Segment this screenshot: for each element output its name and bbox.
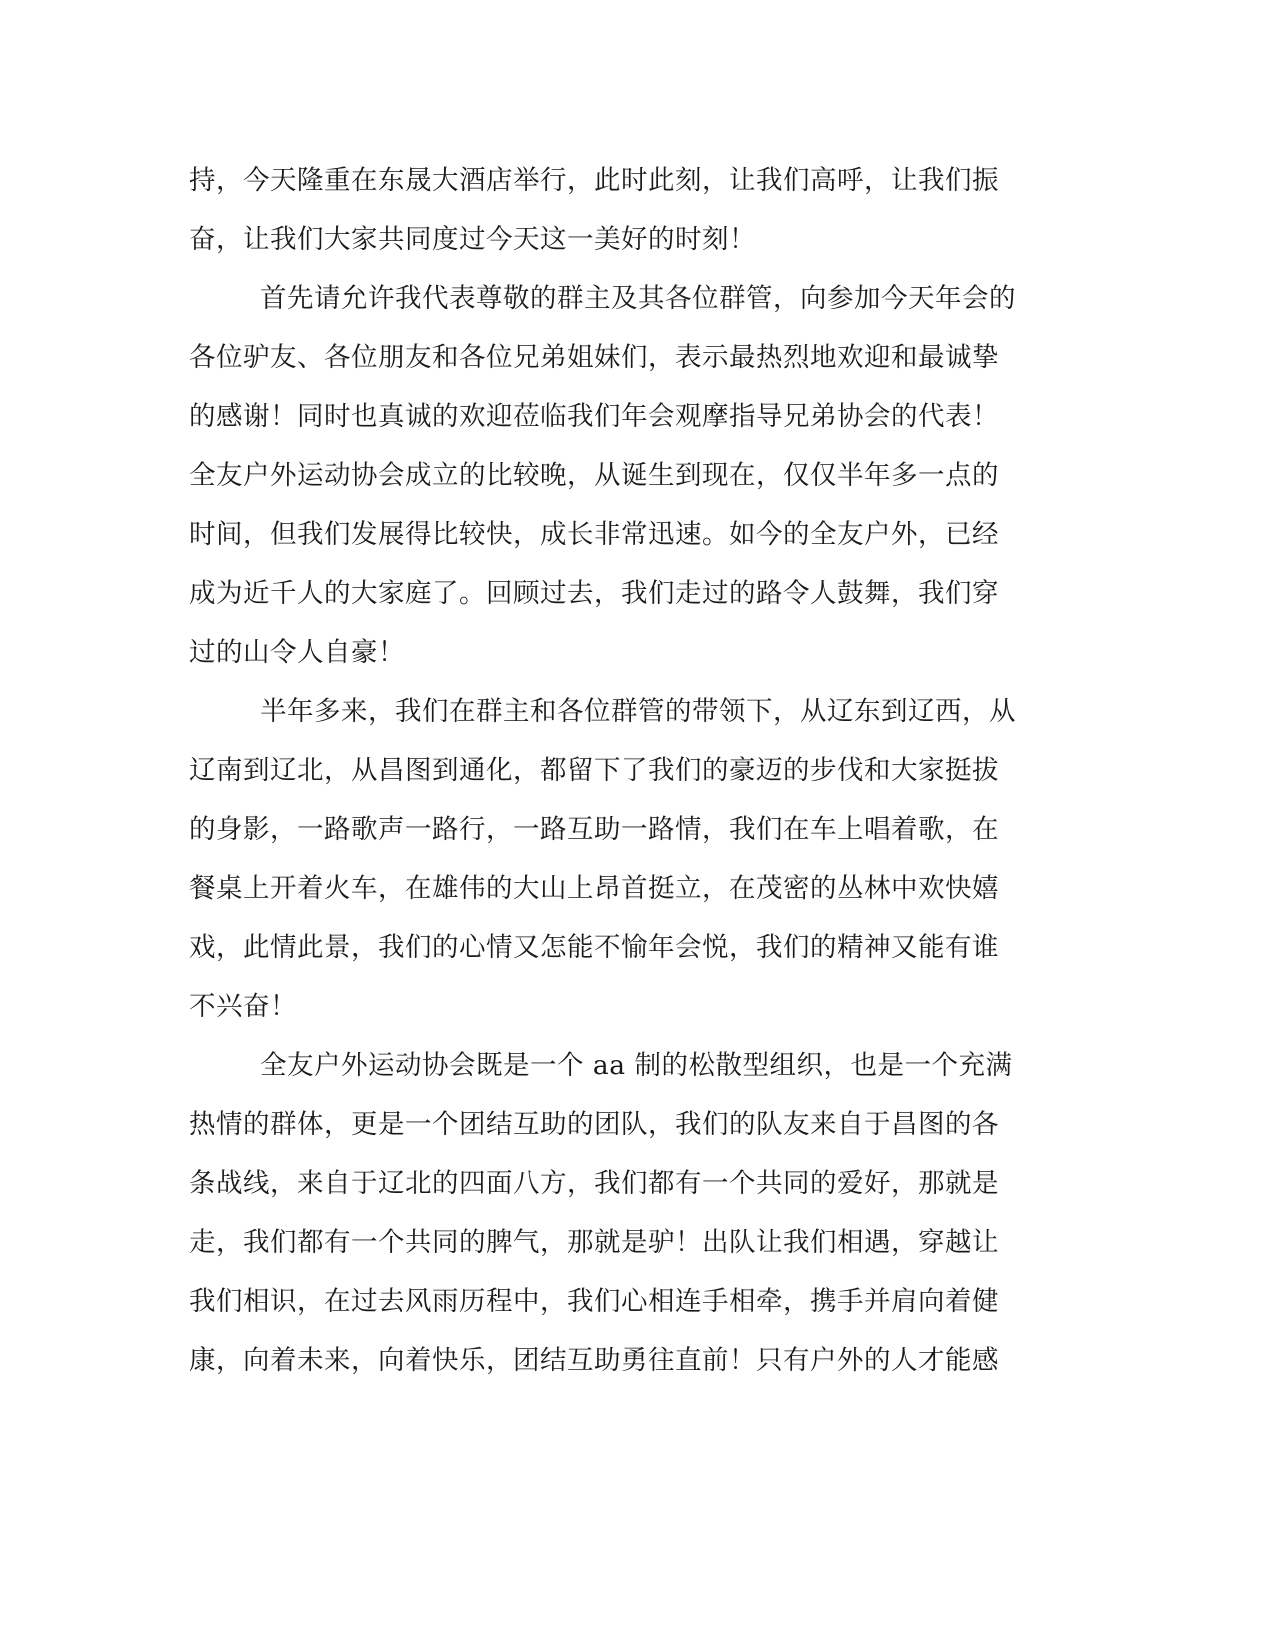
- text-line: 的身影，一路歌声一路行，一路互助一路情，我们在车上唱着歌，在: [189, 814, 999, 845]
- text-line: 全友户外运动协会成立的比较晚，从诞生到现在，仅仅半年多一点的: [189, 460, 999, 491]
- text-line: 成为近千人的大家庭了。回顾过去，我们走过的路令人鼓舞，我们穿: [189, 578, 999, 609]
- text-line: 辽南到辽北，从昌图到通化，都留下了我们的豪迈的步伐和大家挺拔: [189, 755, 999, 786]
- text-line: 热情的群体，更是一个团结互助的团队，我们的队友来自于昌图的各: [189, 1109, 999, 1140]
- text-line: 时间，但我们发展得比较快，成长非常迅速。如今的全友户外，已经: [189, 519, 999, 550]
- text-line: 餐桌上开着火车，在雄伟的大山上昂首挺立，在茂密的丛林中欢快嬉: [189, 873, 999, 904]
- text-line: 持，今天隆重在东晟大酒店举行，此时此刻，让我们高呼，让我们振: [189, 165, 999, 196]
- text-line: 康，向着未来，向着快乐，团结互助勇往直前！只有户外的人才能感: [189, 1345, 999, 1376]
- text-line: 过的山令人自豪！: [189, 637, 405, 668]
- text-line: 走，我们都有一个共同的脾气，那就是驴！出队让我们相遇，穿越让: [189, 1227, 999, 1258]
- text-line: 戏，此情此景，我们的心情又怎能不愉年会悦，我们的精神又能有谁: [189, 932, 999, 963]
- text-line: 各位驴友、各位朋友和各位兄弟姐妹们，表示最热烈地欢迎和最诚挚: [189, 342, 999, 373]
- text-line: 的感谢！同时也真诚的欢迎莅临我们年会观摩指导兄弟协会的代表！: [189, 401, 999, 432]
- paragraph-first-line: 半年多来，我们在群主和各位群管的带领下，从辽东到辽西，从: [260, 696, 1016, 727]
- text-line: 我们相识，在过去风雨历程中，我们心相连手相牵，携手并肩向着健: [189, 1286, 999, 1317]
- text-line: 奋，让我们大家共同度过今天这一美好的时刻！: [189, 224, 756, 255]
- paragraph-first-line: 全友户外运动协会既是一个 aa 制的松散型组织，也是一个充满: [260, 1050, 1013, 1081]
- paragraph-first-line: 首先请允许我代表尊敬的群主及其各位群管，向参加今天年会的: [260, 283, 1016, 314]
- text-line: 不兴奋！: [189, 991, 297, 1022]
- text-line: 条战线，来自于辽北的四面八方，我们都有一个共同的爱好，那就是: [189, 1168, 999, 1199]
